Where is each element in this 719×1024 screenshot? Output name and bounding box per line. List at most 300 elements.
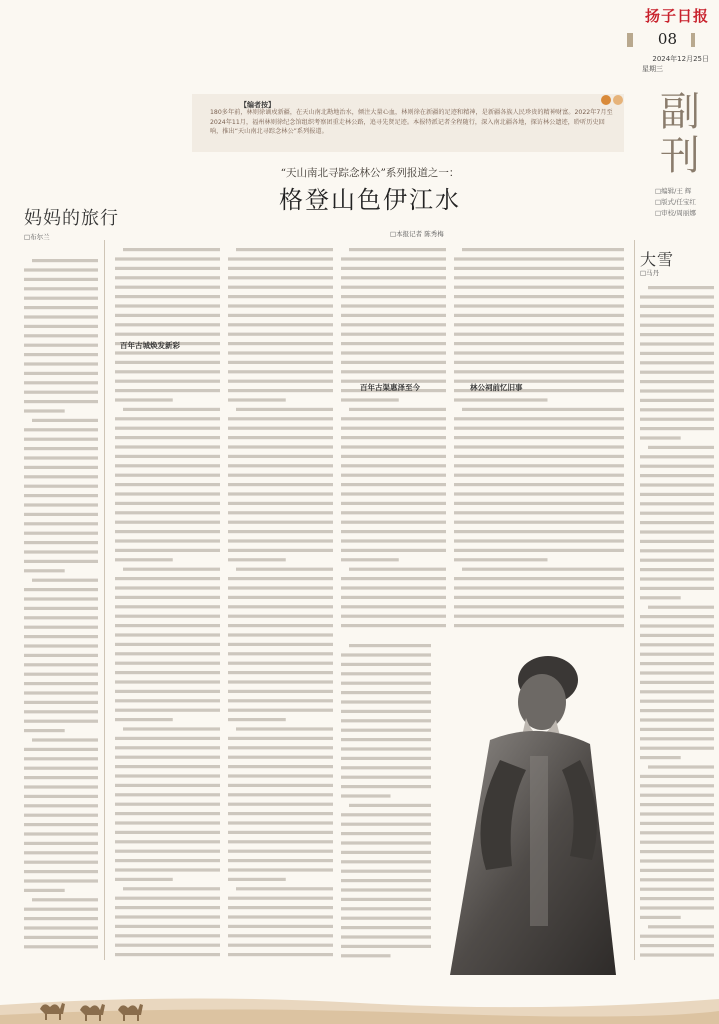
text-line bbox=[640, 841, 714, 844]
text-line bbox=[640, 784, 714, 787]
text-line bbox=[228, 934, 333, 937]
text-line bbox=[123, 887, 220, 890]
text-line bbox=[454, 333, 624, 336]
text-line bbox=[640, 728, 714, 731]
text-line bbox=[32, 738, 98, 741]
text-line bbox=[228, 746, 333, 749]
text-line bbox=[341, 954, 391, 957]
text-line bbox=[341, 351, 446, 354]
text-line bbox=[24, 466, 98, 469]
text-line bbox=[24, 767, 98, 770]
text-line bbox=[24, 710, 98, 713]
text-line bbox=[123, 248, 220, 251]
text-line bbox=[228, 850, 333, 853]
text-line bbox=[640, 559, 714, 562]
text-line bbox=[648, 765, 714, 768]
text-line bbox=[640, 831, 714, 834]
text-line bbox=[341, 314, 446, 317]
footer-camel-silhouette bbox=[0, 975, 719, 1024]
text-line bbox=[228, 915, 333, 918]
text-line bbox=[640, 615, 714, 618]
text-line bbox=[454, 502, 624, 505]
text-line bbox=[24, 569, 65, 572]
text-line bbox=[341, 511, 446, 514]
text-line bbox=[640, 587, 714, 590]
text-line bbox=[341, 605, 446, 608]
text-line bbox=[640, 681, 714, 684]
text-line bbox=[115, 699, 220, 702]
text-line bbox=[349, 408, 446, 411]
text-line bbox=[115, 389, 220, 392]
headline: 格登山色伊江水 bbox=[279, 186, 461, 214]
text-line bbox=[24, 325, 98, 328]
text-line bbox=[341, 558, 399, 561]
text-line bbox=[640, 850, 714, 853]
text-line bbox=[341, 841, 431, 844]
text-line bbox=[454, 314, 624, 317]
text-line bbox=[115, 737, 220, 740]
text-line bbox=[228, 793, 333, 796]
text-line bbox=[341, 436, 446, 439]
text-line bbox=[454, 577, 624, 580]
text-line bbox=[115, 455, 220, 458]
text-line bbox=[228, 624, 333, 627]
text-line bbox=[640, 859, 714, 862]
text-line bbox=[462, 568, 624, 571]
text-line bbox=[115, 840, 220, 843]
article-col-3 bbox=[341, 244, 446, 634]
text-line bbox=[341, 672, 431, 675]
text-line bbox=[640, 643, 714, 646]
text-line bbox=[454, 417, 624, 420]
text-line bbox=[454, 549, 624, 552]
text-line bbox=[115, 577, 220, 580]
text-line bbox=[640, 380, 714, 383]
text-line bbox=[24, 616, 98, 619]
text-line bbox=[228, 549, 333, 552]
text-line bbox=[115, 539, 220, 542]
text-line bbox=[640, 342, 714, 345]
text-line bbox=[228, 314, 333, 317]
text-line bbox=[228, 680, 333, 683]
text-line bbox=[115, 878, 173, 881]
text-line bbox=[115, 257, 220, 260]
column-divider bbox=[634, 240, 635, 960]
page-number-bar-right bbox=[691, 33, 695, 47]
text-line bbox=[228, 257, 333, 260]
text-line bbox=[454, 436, 624, 439]
text-line bbox=[454, 530, 624, 533]
text-line bbox=[341, 624, 446, 627]
text-line bbox=[341, 427, 446, 430]
text-line bbox=[341, 539, 446, 542]
text-line bbox=[24, 560, 98, 563]
text-line bbox=[640, 436, 681, 439]
text-line bbox=[640, 502, 714, 505]
text-line bbox=[115, 784, 220, 787]
text-line bbox=[236, 727, 333, 730]
text-line bbox=[341, 700, 431, 703]
text-line bbox=[640, 483, 714, 486]
text-line bbox=[32, 898, 98, 901]
text-line bbox=[115, 511, 220, 514]
text-line bbox=[228, 774, 333, 777]
text-line bbox=[454, 596, 624, 599]
text-line bbox=[228, 709, 333, 712]
text-line bbox=[115, 436, 220, 439]
text-line bbox=[640, 455, 714, 458]
text-line bbox=[341, 276, 446, 279]
text-line bbox=[115, 596, 220, 599]
text-line bbox=[228, 398, 286, 401]
text-line bbox=[454, 257, 624, 260]
statue-illustration bbox=[430, 640, 630, 975]
text-line bbox=[640, 540, 714, 543]
text-line bbox=[236, 248, 333, 251]
text-line bbox=[24, 795, 98, 798]
text-line bbox=[341, 370, 446, 373]
text-line bbox=[115, 492, 220, 495]
byline: □本报记者 陈秀梅 bbox=[390, 230, 444, 238]
editor-note-text: 180多年前，林则徐谪戍新疆，在天山南北勘地治水，倾注大量心血，林则徐在新疆的足迹和精神，是新疆各族人民珍贵的精神财富。2022年7月至2024年11月，福州林则徐纪念馆组织考察团重走林公路，追寻先贤足迹。本报特派记者全程随行，深入南北疆各地，探访林公遗迹，聆听历史回响，推出“天山南北寻踪念林公”系列报道。 bbox=[210, 109, 613, 135]
text-line bbox=[454, 445, 624, 448]
text-line bbox=[341, 860, 431, 863]
text-line bbox=[115, 915, 220, 918]
text-line bbox=[24, 917, 98, 920]
text-line bbox=[341, 813, 431, 816]
text-line bbox=[341, 361, 446, 364]
text-line bbox=[24, 503, 98, 506]
text-line bbox=[115, 314, 220, 317]
text-line bbox=[115, 718, 173, 721]
text-line bbox=[24, 879, 98, 882]
text-line bbox=[115, 821, 220, 824]
text-line bbox=[341, 257, 446, 260]
text-line bbox=[24, 673, 98, 676]
text-line bbox=[640, 775, 714, 778]
text-line bbox=[454, 286, 624, 289]
text-line bbox=[454, 398, 548, 401]
text-line bbox=[115, 831, 220, 834]
text-line bbox=[462, 248, 624, 251]
text-line bbox=[115, 680, 220, 683]
text-line bbox=[228, 671, 333, 674]
text-line bbox=[640, 399, 714, 402]
text-line bbox=[228, 445, 333, 448]
text-line bbox=[341, 907, 431, 910]
text-line bbox=[123, 568, 220, 571]
text-line bbox=[115, 774, 220, 777]
issue-date: 2024年12月25日 bbox=[652, 55, 709, 63]
text-line bbox=[115, 286, 220, 289]
text-line bbox=[115, 690, 220, 693]
newspaper-logo: 扬子日报 bbox=[644, 7, 709, 25]
text-line bbox=[640, 549, 714, 552]
text-line bbox=[349, 568, 446, 571]
text-line bbox=[24, 391, 98, 394]
text-line bbox=[454, 615, 624, 618]
text-line bbox=[115, 304, 220, 307]
text-line bbox=[228, 342, 333, 345]
text-line bbox=[115, 793, 220, 796]
text-line bbox=[228, 436, 333, 439]
text-line bbox=[24, 306, 98, 309]
text-line bbox=[24, 926, 98, 929]
text-line bbox=[640, 634, 714, 637]
text-line bbox=[640, 794, 714, 797]
text-line bbox=[228, 784, 333, 787]
text-line bbox=[640, 568, 714, 571]
text-line bbox=[24, 870, 98, 873]
text-line bbox=[228, 530, 333, 533]
text-line bbox=[341, 295, 446, 298]
text-line bbox=[115, 267, 220, 270]
text-line bbox=[115, 333, 220, 336]
text-line bbox=[24, 785, 98, 788]
text-line bbox=[640, 324, 714, 327]
text-line bbox=[454, 521, 624, 524]
text-line bbox=[640, 305, 714, 308]
text-line bbox=[640, 662, 714, 665]
text-line bbox=[640, 361, 714, 364]
text-line bbox=[115, 643, 220, 646]
text-line bbox=[341, 304, 446, 307]
text-line bbox=[640, 596, 681, 599]
text-line bbox=[115, 812, 220, 815]
text-line bbox=[24, 823, 98, 826]
text-line bbox=[115, 897, 220, 900]
text-line bbox=[341, 502, 446, 505]
text-line bbox=[24, 804, 98, 807]
article-col-2 bbox=[228, 244, 333, 959]
text-line bbox=[24, 908, 98, 911]
text-line bbox=[341, 917, 431, 920]
text-line bbox=[115, 370, 220, 373]
text-line bbox=[115, 850, 220, 853]
text-line bbox=[454, 492, 624, 495]
text-line bbox=[228, 474, 333, 477]
text-line bbox=[454, 351, 624, 354]
text-line bbox=[115, 398, 173, 401]
text-line bbox=[341, 776, 431, 779]
text-line bbox=[640, 709, 714, 712]
text-line bbox=[24, 607, 98, 610]
text-line bbox=[228, 276, 333, 279]
text-line bbox=[228, 868, 333, 871]
text-line bbox=[454, 304, 624, 307]
text-line bbox=[341, 691, 431, 694]
text-line bbox=[24, 494, 98, 497]
text-line bbox=[228, 370, 333, 373]
text-line bbox=[228, 662, 333, 665]
text-line bbox=[24, 682, 98, 685]
text-line bbox=[640, 944, 714, 947]
text-line bbox=[115, 361, 220, 364]
text-line bbox=[640, 737, 714, 740]
text-lines bbox=[454, 244, 624, 634]
text-line bbox=[115, 671, 220, 674]
text-line bbox=[640, 916, 681, 919]
text-line bbox=[115, 474, 220, 477]
text-line bbox=[341, 926, 431, 929]
credit-editor: □编辑/王 辉 bbox=[655, 187, 692, 195]
text-line bbox=[228, 521, 333, 524]
text-line bbox=[24, 597, 98, 600]
text-line bbox=[640, 756, 681, 759]
text-line bbox=[228, 596, 333, 599]
text-line bbox=[349, 248, 446, 251]
text-line bbox=[228, 803, 333, 806]
text-line bbox=[349, 644, 431, 647]
page-number-bar-left bbox=[627, 33, 633, 47]
column-divider bbox=[104, 240, 105, 960]
text-line bbox=[228, 351, 333, 354]
text-line bbox=[24, 344, 98, 347]
text-line bbox=[24, 287, 98, 290]
text-line bbox=[228, 361, 333, 364]
text-line bbox=[24, 409, 65, 412]
text-line bbox=[341, 682, 431, 685]
text-line bbox=[228, 286, 333, 289]
text-line bbox=[228, 690, 333, 693]
text-line bbox=[341, 577, 446, 580]
text-line bbox=[341, 445, 446, 448]
text-line bbox=[236, 408, 333, 411]
text-line bbox=[640, 577, 714, 580]
text-line bbox=[24, 945, 98, 948]
text-line bbox=[640, 333, 714, 336]
text-line bbox=[454, 295, 624, 298]
text-line bbox=[228, 737, 333, 740]
subhead-2: 百年古渠惠泽至今 bbox=[360, 383, 420, 392]
text-line bbox=[115, 765, 220, 768]
text-line bbox=[341, 729, 431, 732]
text-line bbox=[341, 323, 446, 326]
text-line bbox=[24, 428, 98, 431]
text-line bbox=[341, 267, 446, 270]
text-line bbox=[228, 295, 333, 298]
text-line bbox=[648, 606, 714, 609]
text-line bbox=[115, 521, 220, 524]
left-essay-author: □布尔兰 bbox=[24, 233, 50, 241]
text-line bbox=[640, 953, 714, 956]
text-line bbox=[228, 897, 333, 900]
text-line bbox=[228, 483, 333, 486]
text-line bbox=[228, 765, 333, 768]
text-line bbox=[640, 352, 714, 355]
text-line bbox=[341, 417, 446, 420]
text-line bbox=[115, 709, 220, 712]
text-line bbox=[24, 720, 98, 723]
text-line bbox=[640, 512, 714, 515]
issue-weekday: 星期三 bbox=[642, 65, 663, 73]
text-line bbox=[115, 380, 220, 383]
text-line bbox=[115, 953, 220, 956]
text-line bbox=[341, 596, 446, 599]
text-line bbox=[115, 464, 220, 467]
text-line bbox=[454, 624, 624, 627]
text-line bbox=[640, 371, 714, 374]
text-lines bbox=[640, 282, 714, 962]
text-line bbox=[24, 851, 98, 854]
text-line bbox=[24, 861, 98, 864]
subhead-1: 百年古城焕发新彩 bbox=[120, 341, 180, 350]
text-line bbox=[24, 268, 98, 271]
text-line bbox=[640, 906, 714, 909]
text-line bbox=[24, 362, 98, 365]
text-line bbox=[24, 315, 98, 318]
text-line bbox=[24, 513, 98, 516]
text-line bbox=[640, 408, 714, 411]
text-line bbox=[640, 822, 714, 825]
text-line bbox=[454, 342, 624, 345]
text-line bbox=[24, 936, 98, 939]
text-line bbox=[115, 756, 220, 759]
text-line bbox=[640, 465, 714, 468]
text-line bbox=[341, 455, 446, 458]
text-line bbox=[341, 766, 431, 769]
text-line bbox=[115, 615, 220, 618]
text-line bbox=[228, 577, 333, 580]
text-line bbox=[115, 417, 220, 420]
text-line bbox=[228, 304, 333, 307]
text-line bbox=[341, 710, 431, 713]
text-line bbox=[24, 588, 98, 591]
text-line bbox=[24, 654, 98, 657]
text-line bbox=[24, 663, 98, 666]
text-line bbox=[24, 381, 98, 384]
text-line bbox=[640, 624, 714, 627]
text-line bbox=[341, 530, 446, 533]
text-line bbox=[341, 663, 431, 666]
text-line bbox=[454, 427, 624, 430]
text-line bbox=[115, 652, 220, 655]
text-line bbox=[115, 925, 220, 928]
text-line bbox=[640, 389, 714, 392]
text-line bbox=[454, 267, 624, 270]
text-line bbox=[341, 342, 446, 345]
text-line bbox=[341, 615, 446, 618]
text-line bbox=[228, 558, 286, 561]
left-essay-title: 妈妈的旅行 bbox=[24, 208, 119, 229]
text-lines bbox=[341, 244, 446, 634]
text-line bbox=[24, 757, 98, 760]
text-line bbox=[24, 485, 98, 488]
text-line bbox=[228, 417, 333, 420]
text-line bbox=[454, 558, 548, 561]
text-line bbox=[236, 568, 333, 571]
text-line bbox=[454, 455, 624, 458]
text-line bbox=[640, 812, 714, 815]
text-line bbox=[454, 464, 624, 467]
text-line bbox=[228, 464, 333, 467]
editor-note-tag: 【编者按】 bbox=[240, 101, 275, 109]
text-line bbox=[115, 868, 220, 871]
text-line bbox=[115, 906, 220, 909]
text-line bbox=[454, 361, 624, 364]
text-line bbox=[228, 718, 286, 721]
text-line bbox=[454, 605, 624, 608]
text-line bbox=[341, 945, 431, 948]
text-line bbox=[640, 803, 714, 806]
masthead bbox=[0, 0, 719, 73]
text-line bbox=[228, 539, 333, 542]
text-line bbox=[640, 690, 714, 693]
text-line bbox=[123, 408, 220, 411]
text-line bbox=[640, 747, 714, 750]
text-line bbox=[341, 870, 431, 873]
text-line bbox=[24, 334, 98, 337]
